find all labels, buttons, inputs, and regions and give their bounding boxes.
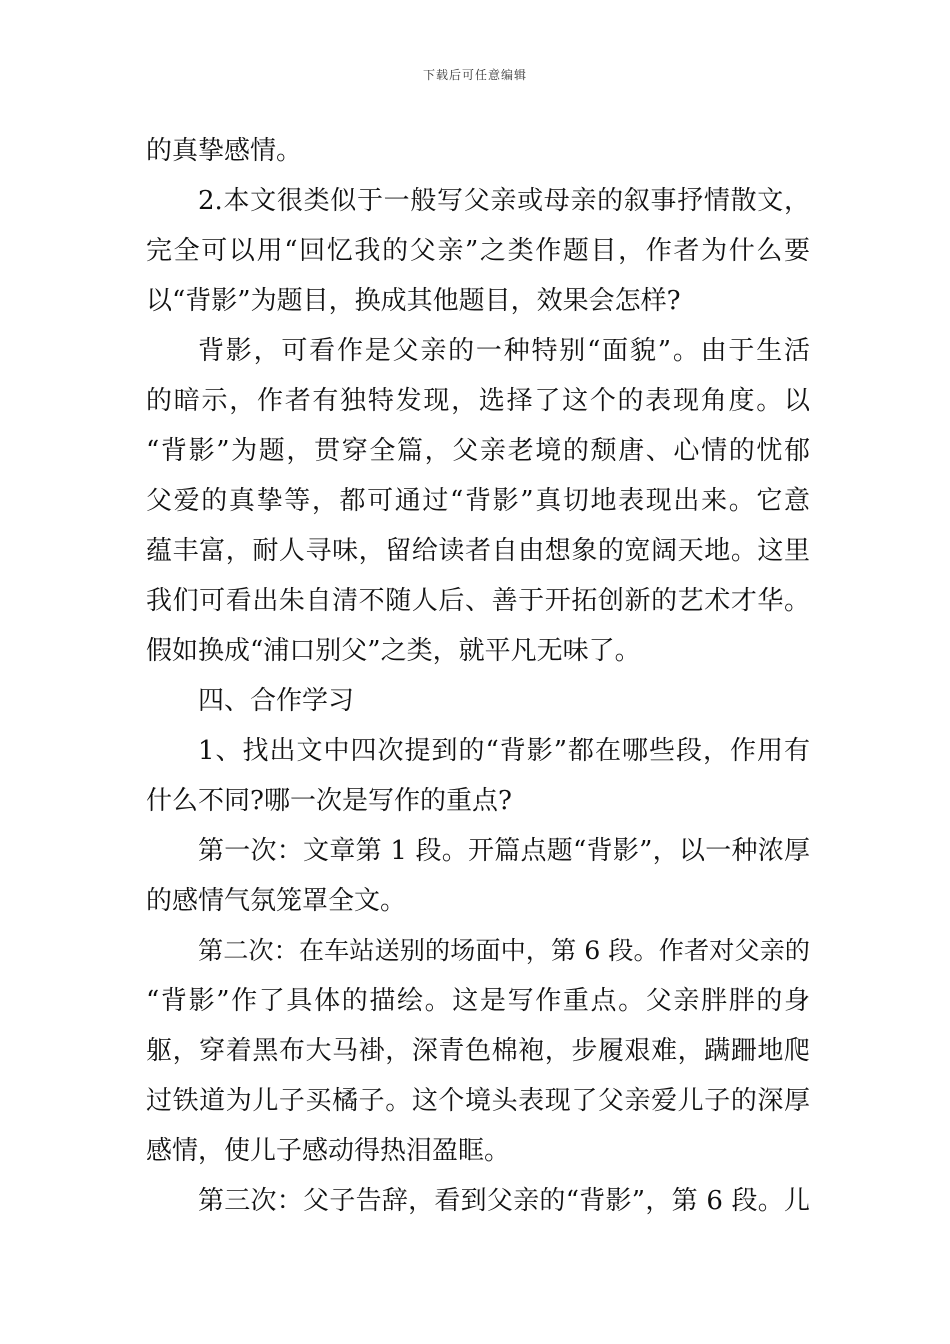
text-line: 的感情气氛笼罩全文。 bbox=[146, 886, 407, 916]
text-line: 2.本文很类似于一般写父亲或母亲的叙事抒情散文， bbox=[198, 186, 810, 216]
page-header: 下载后可任意编辑 bbox=[422, 68, 527, 82]
text-line: 我们可看出朱自清不随人后、善于开拓创新的艺术才华。 bbox=[146, 586, 810, 616]
text-line: 第一次：文章第 1 段。开篇点题“背影”，以一种浓厚 bbox=[198, 836, 810, 866]
text-line: “背影”为题，贯穿全篇，父亲老境的颓唐、心情的忧郁 bbox=[146, 436, 810, 466]
text-line: 第三次：父子告辞，看到父亲的“背影”，第 6 段。儿 bbox=[198, 1186, 810, 1216]
section-heading: 四、合作学习 bbox=[198, 686, 355, 716]
text-line: 父爱的真挚等，都可通过“背影”真切地表现出来。它意 bbox=[146, 486, 810, 516]
text-line: 躯，穿着黑布大马褂，深青色棉袍，步履艰难，蹒跚地爬 bbox=[146, 1036, 810, 1066]
text-line: “背影”作了具体的描绘。这是写作重点。父亲胖胖的身 bbox=[146, 986, 810, 1016]
text-line: 1、找出文中四次提到的“背影”都在哪些段，作用有 bbox=[198, 736, 810, 766]
text-line: 过铁道为儿子买橘子。这个境头表现了父亲爱儿子的深厚 bbox=[146, 1086, 810, 1116]
text-line: 蕴丰富，耐人寻味，留给读者自由想象的宽阔天地。这里 bbox=[146, 536, 810, 566]
text-line: 假如换成“浦口别父”之类，就平凡无味了。 bbox=[146, 636, 641, 666]
text-line: 的真挚感情。 bbox=[146, 136, 303, 166]
document-body bbox=[146, 126, 810, 1226]
text-line: 背影，可看作是父亲的一种特别“面貌”。由于生活 bbox=[198, 336, 810, 366]
text-line: 以“背影”为题目，换成其他题目，效果会怎样? bbox=[146, 286, 681, 316]
text-line: 第二次：在车站送别的场面中，第 6 段。作者对父亲的 bbox=[198, 936, 810, 965]
text-line: 感情，使儿子感动得热泪盈眶。 bbox=[146, 1136, 511, 1166]
text-line: 的暗示，作者有独特发现，选择了这个的表现角度。以 bbox=[146, 386, 810, 416]
text-line: 完全可以用“回忆我的父亲”之类作题目，作者为什么要 bbox=[146, 236, 810, 266]
text-line: 什么不同?哪一次是写作的重点? bbox=[146, 786, 512, 816]
